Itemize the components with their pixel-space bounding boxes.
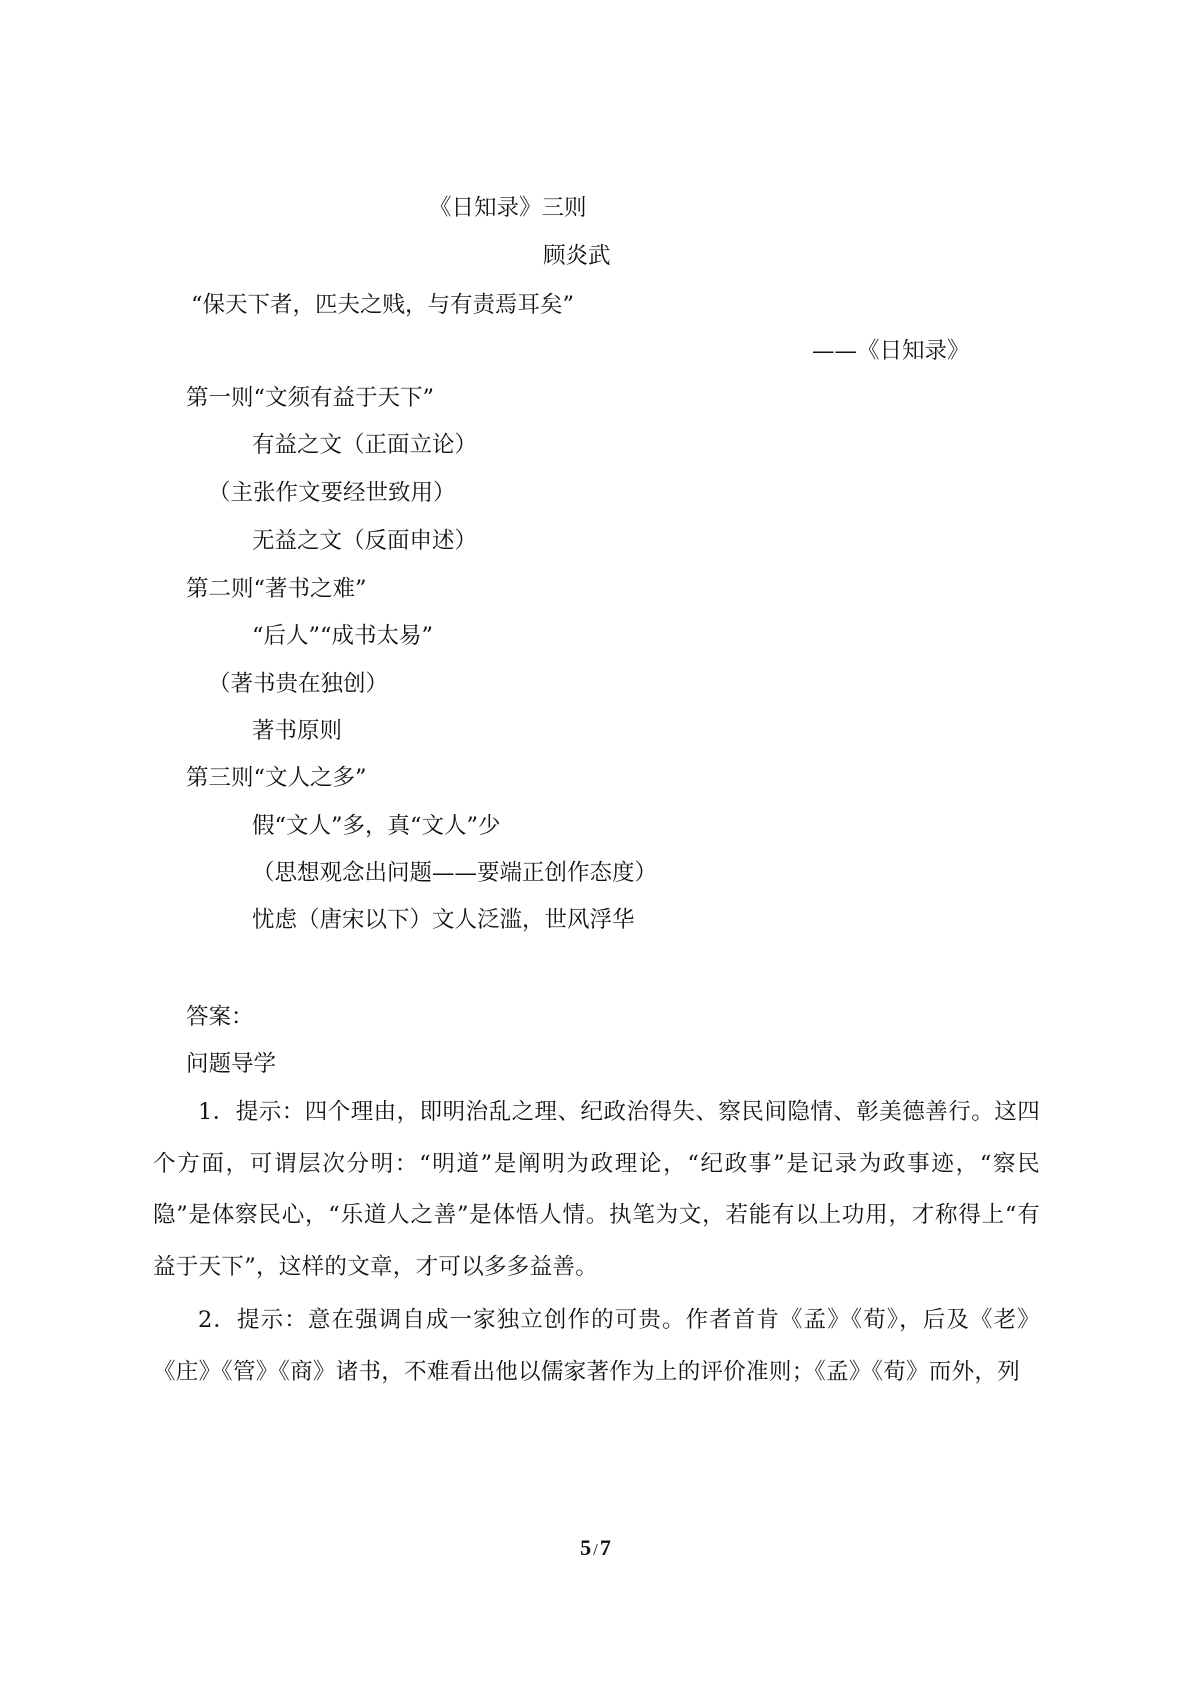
document-author: 顾炎武 [543, 243, 611, 269]
outline-item: 有益之文（正面立论） [252, 432, 478, 458]
section-heading: 问题导学 [186, 1051, 277, 1077]
outline-item: 假“文人”多，真“文人”少 [252, 813, 501, 839]
page-number [0, 1535, 1191, 1561]
document-title: 《日知录》三则 [429, 195, 587, 221]
answer-paragraph: 1．提示：四个理由，即明治乱之理、纪政治得失、察民间隐情、彰美德善行。这四个方面，可谓层次分明：“明道”是阐明为政理论，“纪政事”是记录为政事迹，“察民隐”是体察民心，“乐道人之善”是体悟人情。执笔为文，若能有以上功用，才称得上“有益于天下”，这样的文章，才可以多多益善。 [153, 1099, 1040, 1280]
outline-item: “后人”“成书太易” [252, 623, 434, 649]
outline-item: 第一则“文须有益于天下” [186, 385, 435, 411]
outline-item: 无益之文（反面申述） [252, 528, 478, 554]
outline-item: 忧虑（唐宋以下）文人泛滥，世风浮华 [252, 907, 635, 933]
epigraph-source: ——《日知录》 [812, 338, 970, 364]
answer-paragraph: 2．提示：意在强调自成一家独立创作的可贵。作者首肯《孟》《荀》，后及《老》《庄》《管》《商》诸书，不难看出他以儒家著作为上的评价准则；《孟》《荀》而外，列 [153, 1307, 1040, 1385]
outline-item: （主张作文要经世致用） [208, 480, 456, 506]
outline-item: （思想观念出问题——要端正创作态度） [252, 860, 658, 886]
answer-heading: 答案： [186, 1004, 254, 1030]
outline-item: 第三则“文人之多” [186, 765, 367, 791]
page-current: 5 [580, 1535, 592, 1560]
outline-item: （著书贵在独创） [208, 671, 389, 697]
outline-item: 著书原则 [252, 718, 343, 744]
page-total: 7 [599, 1535, 611, 1560]
outline-item: 第二则“著书之难” [186, 576, 367, 602]
epigraph-quote: “保天下者，匹夫之贱，与有责焉耳矣” [191, 292, 575, 318]
page-separator: / [593, 1540, 598, 1559]
